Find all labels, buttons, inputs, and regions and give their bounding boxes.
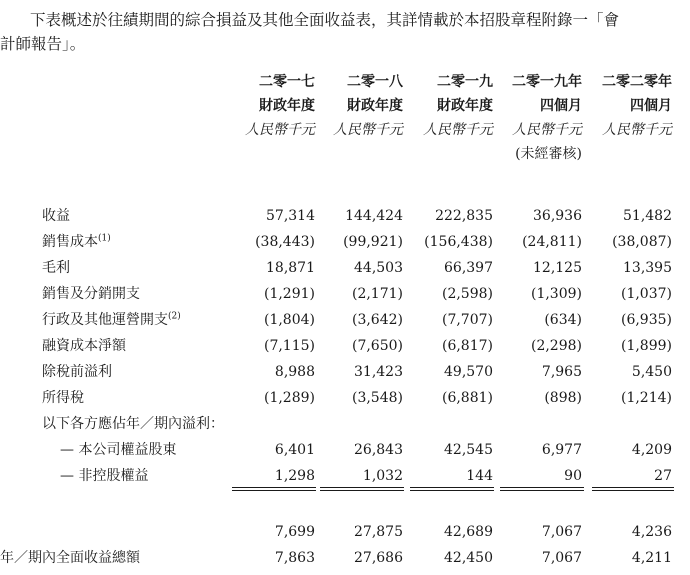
cell-fy2017: 1,298 <box>274 468 315 484</box>
cell-fy2019: (7,707) <box>441 312 493 328</box>
header-year: 二零一七 <box>259 74 315 90</box>
table-row-revenue <box>0 203 690 229</box>
cell-fy2018: 1,032 <box>362 468 403 484</box>
header-unit: 人民幣千元 <box>423 122 493 138</box>
cell-fy2017: (1,289) <box>263 390 315 406</box>
header-year: 二零一八 <box>347 74 403 90</box>
intro-paragraph <box>0 8 690 56</box>
header-year: 二零一九 <box>437 74 493 90</box>
cell-4m2019: (898) <box>544 390 582 406</box>
subtotal-rule <box>232 490 316 491</box>
subtotal-rule <box>320 490 404 491</box>
column-header-fy2017 <box>245 70 315 142</box>
cell-4m2020: (6,935) <box>620 312 672 328</box>
cell-4m2019: (1,309) <box>530 286 582 302</box>
table-row-profit-total <box>0 519 690 545</box>
table-row-non-controlling <box>0 463 690 489</box>
cell-fy2018: 27,686 <box>354 550 403 566</box>
subtotal-rule <box>592 487 674 488</box>
cell-fy2018: 27,875 <box>354 524 403 540</box>
cell-fy2019: (6,817) <box>441 338 493 354</box>
subtotal-rule <box>410 487 494 488</box>
cell-fy2019: (2,598) <box>441 286 493 302</box>
footnote-marker: (1) <box>98 233 111 244</box>
subtotal-rule <box>410 490 494 491</box>
cell-4m2020: 13,395 <box>623 260 672 276</box>
cell-fy2018: 144,424 <box>345 208 403 224</box>
cell-fy2019: 66,397 <box>444 260 493 276</box>
cell-4m2020: 4,209 <box>631 442 672 458</box>
header-period: 四個月 <box>540 98 582 114</box>
table-row-finance-costs <box>0 333 690 359</box>
intro-line-1: 下表概述於往績期間的綜合損益及其他全面收益表，其詳情載於本招股章程附錄一「會 <box>30 11 620 29</box>
cell-fy2018: 44,503 <box>354 260 403 276</box>
row-label: 收益 <box>42 208 70 224</box>
cell-fy2019: 42,450 <box>444 550 493 566</box>
cell-4m2019: 6,977 <box>541 442 582 458</box>
cell-fy2017: (7,115) <box>263 338 315 354</box>
table-row-income-tax <box>0 385 690 411</box>
column-header-fy2019 <box>423 70 493 142</box>
cell-4m2020: (1,037) <box>620 286 672 302</box>
cell-fy2017: 7,699 <box>274 524 315 540</box>
header-period: 財政年度 <box>437 98 493 114</box>
subtotal-rule <box>320 487 404 488</box>
row-label-text: 行政及其他運營開支 <box>42 312 168 328</box>
row-label: — 非控股權益 <box>60 468 149 484</box>
cell-4m2020: (38,087) <box>612 234 672 250</box>
cell-4m2020: 27 <box>654 468 672 484</box>
cell-4m2019: 90 <box>564 468 582 484</box>
cell-4m2019: 36,936 <box>533 208 582 224</box>
row-label: 毛利 <box>42 260 70 276</box>
cell-4m2020: (1,899) <box>620 338 672 354</box>
cell-4m2020: 4,236 <box>631 524 672 540</box>
cell-fy2017: (1,804) <box>263 312 315 328</box>
subtotal-rule <box>592 490 674 491</box>
cell-fy2017: 6,401 <box>274 442 315 458</box>
cell-4m2020: 4,211 <box>631 550 672 566</box>
cell-fy2018: (7,650) <box>351 338 403 354</box>
cell-fy2019: (156,438) <box>424 234 493 250</box>
cell-fy2018: 31,423 <box>354 364 403 380</box>
table-row-total-comprehensive-income <box>0 545 690 571</box>
subtotal-rule <box>500 487 584 488</box>
table-row-profit-before-tax <box>0 359 690 385</box>
cell-fy2017: (1,291) <box>263 286 315 302</box>
header-unaudited-note: (未經審核) <box>515 146 582 162</box>
header-unit: 人民幣千元 <box>602 122 672 138</box>
row-label: 以下各方應佔年／期內溢利： <box>42 416 224 432</box>
column-header-4m2020 <box>602 70 672 142</box>
intro-line-2: 計師報告」。 <box>0 35 86 53</box>
cell-4m2019: 7,067 <box>541 524 582 540</box>
cell-fy2019: 42,689 <box>444 524 493 540</box>
table-row-cost-of-sales <box>0 229 690 255</box>
column-header-fy2018 <box>333 70 403 142</box>
cell-fy2019: 144 <box>466 468 493 484</box>
table-row-gross-profit <box>0 255 690 281</box>
header-period: 四個月 <box>630 98 672 114</box>
row-label: — 本公司權益股東 <box>60 442 177 458</box>
row-label: 除稅前溢利 <box>42 364 112 380</box>
cell-fy2019: 222,835 <box>435 208 493 224</box>
row-label: 所得稅 <box>42 390 84 406</box>
cell-4m2019: 7,965 <box>541 364 582 380</box>
table-row-selling-distribution <box>0 281 690 307</box>
cell-fy2018: (3,642) <box>351 312 403 328</box>
table-row-admin-expenses <box>0 307 690 333</box>
header-unit: 人民幣千元 <box>333 122 403 138</box>
cell-fy2018: (99,921) <box>343 234 403 250</box>
header-year: 二零一九年 <box>512 74 582 90</box>
cell-fy2017: 57,314 <box>266 208 315 224</box>
row-label: 融資成本淨額 <box>42 338 126 354</box>
cell-fy2017: 7,863 <box>274 550 315 566</box>
cell-4m2020: 5,450 <box>631 364 672 380</box>
cell-fy2019: (6,881) <box>441 390 493 406</box>
cell-4m2019: (24,811) <box>522 234 582 250</box>
cell-fy2018: 26,843 <box>354 442 403 458</box>
subtotal-rule <box>232 487 316 488</box>
header-unit: 人民幣千元 <box>512 122 582 138</box>
header-period: 財政年度 <box>259 98 315 114</box>
row-label-text: 銷售成本 <box>42 234 98 250</box>
header-period: 財政年度 <box>347 98 403 114</box>
cell-4m2020: 51,482 <box>623 208 672 224</box>
cell-fy2018: (3,548) <box>351 390 403 406</box>
table-row-equity-shareholders <box>0 437 690 463</box>
subtotal-rule <box>500 490 584 491</box>
cell-4m2019: 12,125 <box>533 260 582 276</box>
header-year: 二零二零年 <box>602 74 672 90</box>
cell-4m2019: (634) <box>544 312 582 328</box>
cell-fy2018: (2,171) <box>351 286 403 302</box>
cell-fy2019: 42,545 <box>444 442 493 458</box>
table-row-profit-attributable-heading <box>0 411 690 437</box>
cell-fy2017: (38,443) <box>255 234 315 250</box>
cell-4m2020: (1,214) <box>620 390 672 406</box>
row-label <box>42 229 111 255</box>
column-header-4m2019 <box>512 70 582 166</box>
cell-4m2019: (2,298) <box>530 338 582 354</box>
cell-4m2019: 7,067 <box>541 550 582 566</box>
row-label: 銷售及分銷開支 <box>42 286 140 302</box>
cell-fy2017: 8,988 <box>274 364 315 380</box>
footnote-marker: (2) <box>168 311 181 322</box>
row-label: 年／期內全面收益總額 <box>0 550 140 566</box>
row-label <box>42 307 181 333</box>
header-unit: 人民幣千元 <box>245 122 315 138</box>
cell-fy2019: 49,570 <box>444 364 493 380</box>
cell-fy2017: 18,871 <box>266 260 315 276</box>
